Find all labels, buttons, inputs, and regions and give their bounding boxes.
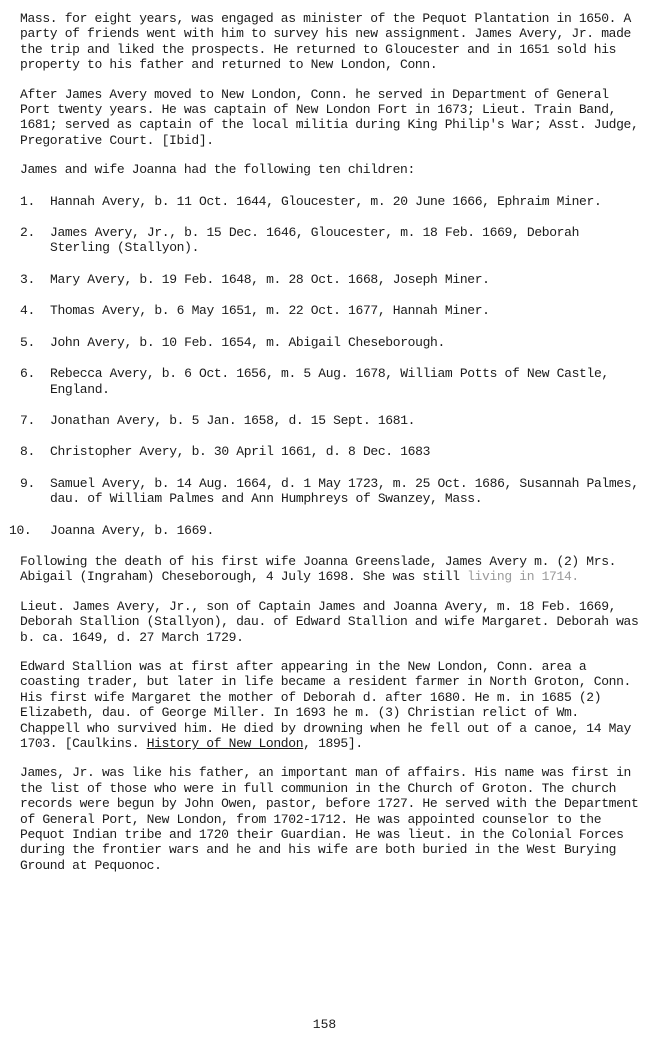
item-text: Mary Avery, b. 19 Feb. 1648, m. 28 Oct. 1668, Joseph Miner.	[50, 271, 490, 287]
item-text: Christopher Avery, b. 30 April 1661, d. 8 Dec. 1683	[50, 444, 431, 460]
citation-end: , 1895].	[303, 736, 363, 751]
item-number: 5.	[20, 334, 35, 350]
paragraph-service: After James Avery moved to New London, Conn. he served in Department of General Port twenty years. He was captain of New London Fort in 1673; Lieut. Train Band, 1681; served as captain of the local militia during King Philip's War; Asst. Judge, Pregorative Court. [Ibid].	[20, 86, 639, 148]
paragraph-affairs: James, Jr. was like his father, an important man of affairs. His name was first in the list of those who were in full communion in the Church of Groton. The church records were begun by John Owen, pastor, before 1727. He served with the Department of General Port, New London, from 1702-1712. He was appointed counselor to the Pequot Indian tribe and 1720 their Guardian. He was lieut. in the Colonial Forces during the frontier wars and he and his wife are both buried in the West Burying Ground at Pequonoc.	[20, 765, 639, 873]
list-item	[20, 444, 642, 459]
stallion-text: Edward Stallion was at first after appearing in the New London, Conn. area a coasting trader, but later in life became a resident farmer in North Groton, Conn. His first wife Margaret the mother of Deborah d. after 1680. He m. in 1685 (2) Elizabeth, dau. of George Miller. In 1693 he m. (3) Christian relict of Wm. Chappell who survived him. He died by drowning when he fell out of a canoe, 14 May 1703. [Caulkins.	[20, 658, 632, 751]
list-item	[20, 413, 642, 428]
item-text: Jonathan Avery, b. 5 Jan. 1658, d. 15 Sept. 1681.	[50, 412, 416, 428]
item-text: Joanna Avery, b. 1669.	[50, 522, 214, 538]
list-item	[9, 522, 642, 538]
item-number: 10.	[9, 522, 32, 538]
citation-title: History of New London	[146, 736, 304, 751]
item-number: 8.	[20, 444, 35, 460]
item-number: 2.	[20, 225, 35, 241]
item-text: Rebecca Avery, b. 6 Oct. 1656, m. 5 Aug. 1678, William Potts of New Castle, England.	[50, 366, 609, 397]
item-number: 9.	[20, 475, 35, 491]
paragraph-edward-stallion	[20, 659, 642, 751]
item-text: John Avery, b. 10 Feb. 1654, m. Abigail Cheseborough.	[50, 334, 445, 350]
children-list	[9, 193, 642, 538]
faded-text: living in 1714.	[467, 569, 579, 585]
item-number: 7.	[20, 412, 35, 428]
list-item	[20, 303, 642, 318]
list-item	[20, 225, 642, 256]
item-number: 6.	[20, 366, 35, 382]
item-text: James Avery, Jr., b. 15 Dec. 1646, Gloucester, m. 18 Feb. 1669, Deborah Sterling (Stallyon).	[50, 225, 580, 256]
paragraph-intro: Mass. for eight years, was engaged as minister of the Pequot Plantation in 1650. A party of friends went with him to survey his new assignment. James Avery, Jr. made the trip and liked the prospects. He returned to Gloucester and in 1651 sold his property to his father and returned to New London, Conn.	[20, 11, 632, 73]
paragraph-children-heading: James and wife Joanna had the following ten children:	[20, 162, 415, 178]
paragraph-james-jr: Lieut. James Avery, Jr., son of Captain James and Joanna Avery, m. 18 Feb. 1669, Deborah Stallion (Stallyon), dau. of Edward Stallion and wife Margaret. Deborah was b. ca. 1649, d. 27 March 1729.	[20, 598, 639, 645]
document-page	[9, 11, 642, 887]
list-item	[20, 366, 642, 397]
paragraph-second-marriage	[20, 554, 642, 585]
list-item	[20, 194, 642, 209]
item-number: 1.	[20, 193, 35, 209]
list-item	[20, 335, 642, 350]
item-number: 4.	[20, 303, 35, 319]
page-number: 158	[312, 1017, 337, 1032]
list-item	[20, 272, 642, 287]
list-item	[20, 476, 642, 507]
item-text: Thomas Avery, b. 6 May 1651, m. 22 Oct. 1677, Hannah Miner.	[50, 303, 490, 319]
item-text: Hannah Avery, b. 11 Oct. 1644, Gloucester, m. 20 June 1666, Ephraim Miner.	[50, 193, 602, 209]
item-text: Samuel Avery, b. 14 Aug. 1664, d. 1 May 1723, m. 25 Oct. 1686, Susannah Palmes, dau. of William Palmes and Ann Humphreys of Swanzey, Mass.	[50, 475, 639, 507]
second-marriage-text: Following the death of his first wife Joanna Greenslade, James Avery m. (2) Mrs. Abigail (Ingraham) Cheseborough, 4 July 1698. She was still	[20, 553, 617, 585]
item-number: 3.	[20, 271, 35, 287]
